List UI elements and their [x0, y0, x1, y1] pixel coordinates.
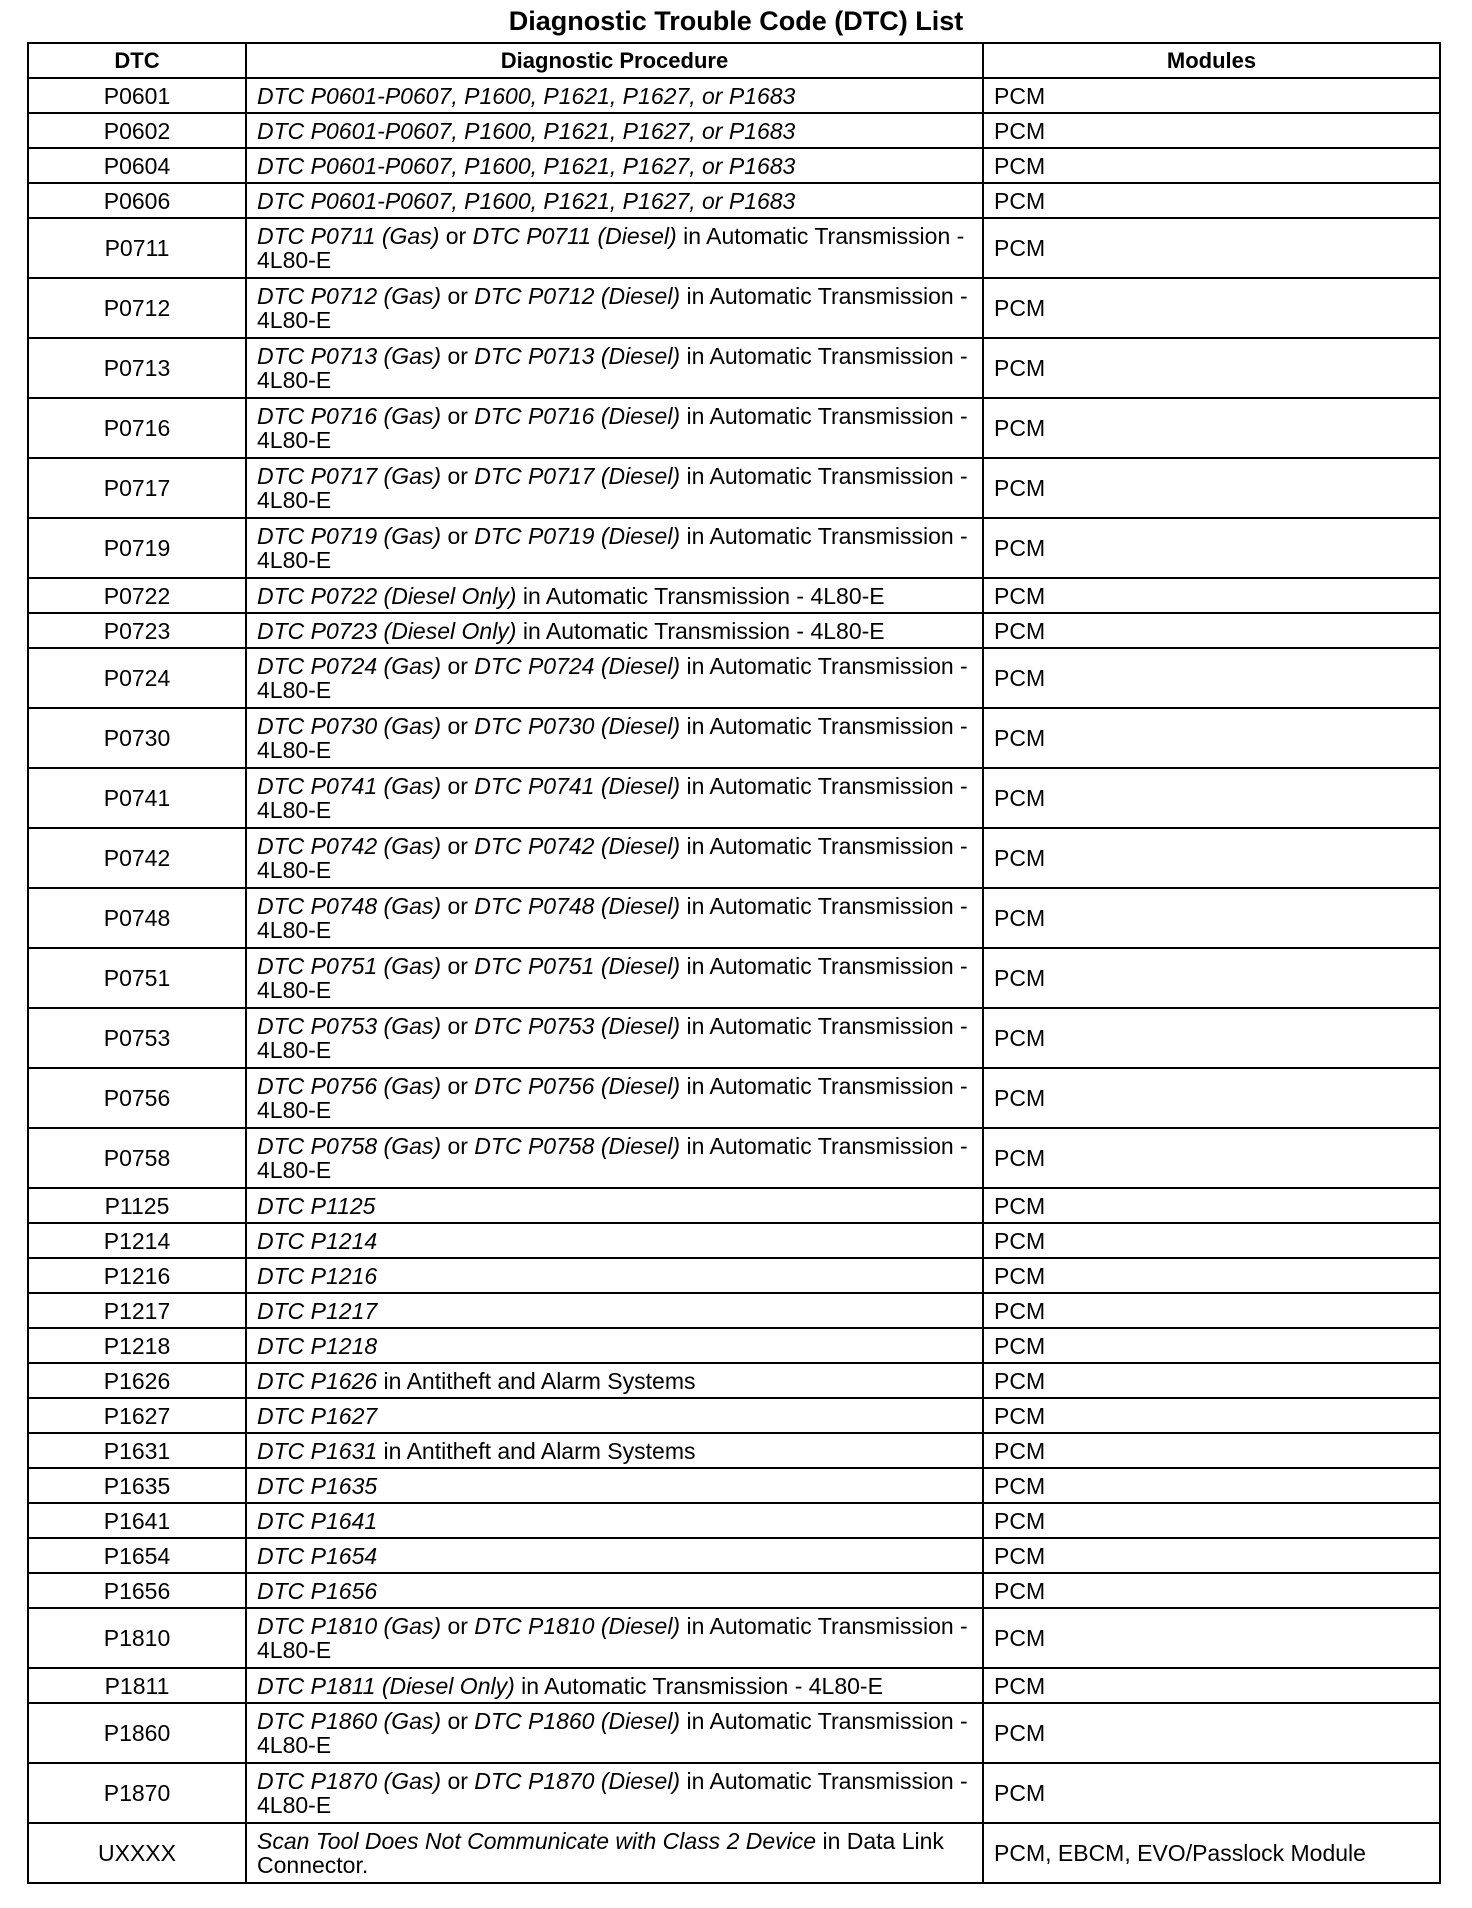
procedure-reference: DTC P1654 — [257, 1542, 378, 1569]
procedure-text: or — [441, 463, 475, 489]
procedure-cell — [246, 1398, 983, 1433]
table-row — [28, 578, 1440, 613]
procedure-text: in Automatic Transmission - 4L80-E — [257, 1708, 968, 1758]
dtc-code-cell: P1811 — [28, 1668, 246, 1703]
procedure-reference: DTC P0741 (Diesel) — [474, 773, 681, 799]
procedure-text: or — [441, 833, 475, 859]
procedure-reference: DTC P0601-P0607, P1600, P1621, P1627, or P1683 — [257, 152, 796, 179]
procedure-cell — [246, 518, 983, 578]
dtc-code-cell: P1810 — [28, 1608, 246, 1668]
procedure-cell — [246, 218, 983, 278]
dtc-code-cell: P0711 — [28, 218, 246, 278]
table-row — [28, 458, 1440, 518]
procedure-text: in Automatic Transmission - 4L80-E — [257, 1013, 968, 1063]
dtc-code-cell: P0604 — [28, 148, 246, 183]
table-row — [28, 1538, 1440, 1573]
procedure-cell — [246, 278, 983, 338]
module-cell: PCM — [983, 518, 1440, 578]
module-cell: PCM — [983, 1468, 1440, 1503]
module-cell: PCM — [983, 1328, 1440, 1363]
procedure-cell — [246, 1363, 983, 1398]
module-cell: PCM — [983, 1763, 1440, 1823]
module-cell: PCM — [983, 113, 1440, 148]
module-cell: PCM — [983, 458, 1440, 518]
table-row — [28, 1188, 1440, 1223]
procedure-text: in Automatic Transmission - 4L80-E — [257, 653, 968, 703]
procedure-reference: DTC P0753 (Diesel) — [474, 1013, 681, 1039]
module-cell: PCM — [983, 828, 1440, 888]
procedure-cell — [246, 578, 983, 613]
procedure-cell — [246, 148, 983, 183]
procedure-text: in Automatic Transmission - 4L80-E — [516, 582, 885, 609]
procedure-cell — [246, 828, 983, 888]
procedure-text: or — [439, 223, 473, 249]
procedure-text: in Automatic Transmission - 4L80-E — [257, 773, 968, 823]
module-cell: PCM — [983, 218, 1440, 278]
module-cell: PCM — [983, 1703, 1440, 1763]
procedure-reference: DTC P1125 — [257, 1192, 376, 1219]
procedure-text: or — [441, 653, 475, 679]
procedure-cell — [246, 1068, 983, 1128]
procedure-cell — [246, 1608, 983, 1668]
procedure-reference: DTC P0717 (Diesel) — [474, 463, 681, 489]
procedure-text: in Automatic Transmission - 4L80-E — [257, 893, 968, 943]
table-row — [28, 1363, 1440, 1398]
dtc-code-cell: P1214 — [28, 1223, 246, 1258]
table-row — [28, 1468, 1440, 1503]
table-row — [28, 768, 1440, 828]
table-row — [28, 1763, 1440, 1823]
procedure-cell — [246, 1328, 983, 1363]
procedure-reference: DTC P0756 (Gas) — [257, 1073, 442, 1099]
table-row — [28, 338, 1440, 398]
module-cell: PCM — [983, 78, 1440, 113]
procedure-cell — [246, 78, 983, 113]
procedure-cell — [246, 183, 983, 218]
procedure-cell — [246, 708, 983, 768]
procedure-text: or — [441, 1073, 475, 1099]
procedure-cell — [246, 1468, 983, 1503]
procedure-reference: DTC P0758 (Diesel) — [474, 1133, 681, 1159]
procedure-reference: DTC P1870 (Diesel) — [474, 1768, 681, 1794]
dtc-code-cell: P1218 — [28, 1328, 246, 1363]
dtc-code-cell: P1627 — [28, 1398, 246, 1433]
dtc-code-cell: P0741 — [28, 768, 246, 828]
dtc-code-cell: P0753 — [28, 1008, 246, 1068]
procedure-text: in Automatic Transmission - 4L80-E — [257, 223, 965, 273]
table-row — [28, 1068, 1440, 1128]
dtc-table-body — [28, 78, 1440, 1883]
dtc-code-cell: P0756 — [28, 1068, 246, 1128]
procedure-reference: DTC P0758 (Gas) — [257, 1133, 442, 1159]
procedure-reference: DTC P0741 (Gas) — [257, 773, 442, 799]
dtc-code-cell: P0713 — [28, 338, 246, 398]
procedure-reference: DTC P1216 — [257, 1262, 378, 1289]
procedure-cell — [246, 458, 983, 518]
procedure-reference: DTC P1810 (Diesel) — [474, 1613, 681, 1639]
procedure-text: in Automatic Transmission - 4L80-E — [257, 1133, 968, 1183]
module-cell: PCM — [983, 1223, 1440, 1258]
procedure-reference: DTC P1627 — [257, 1402, 378, 1429]
procedure-text: or — [441, 283, 475, 309]
procedure-reference: DTC P1641 — [257, 1507, 378, 1534]
module-cell: PCM — [983, 1128, 1440, 1188]
module-cell: PCM — [983, 1008, 1440, 1068]
dtc-code-cell: P1641 — [28, 1503, 246, 1538]
procedure-reference: DTC P0742 (Gas) — [257, 833, 442, 859]
procedure-text: in Automatic Transmission - 4L80-E — [257, 523, 968, 573]
table-row — [28, 113, 1440, 148]
table-row — [28, 1008, 1440, 1068]
module-cell: PCM — [983, 183, 1440, 218]
procedure-reference: DTC P0713 (Gas) — [257, 343, 442, 369]
procedure-text: in Automatic Transmission - 4L80-E — [257, 403, 968, 453]
procedure-text: or — [441, 1013, 475, 1039]
dtc-code-cell: P0751 — [28, 948, 246, 1008]
table-row — [28, 1328, 1440, 1363]
procedure-cell — [246, 1258, 983, 1293]
table-row — [28, 218, 1440, 278]
procedure-text: or — [441, 953, 475, 979]
procedure-cell — [246, 1763, 983, 1823]
procedure-cell — [246, 768, 983, 828]
table-row — [28, 1573, 1440, 1608]
procedure-cell — [246, 1503, 983, 1538]
procedure-text: in Antitheft and Alarm Systems — [377, 1437, 696, 1464]
header-procedure: Diagnostic Procedure — [246, 43, 983, 78]
module-cell: PCM — [983, 1188, 1440, 1223]
procedure-reference: DTC P1656 — [257, 1577, 378, 1604]
module-cell: PCM — [983, 1503, 1440, 1538]
table-row — [28, 1293, 1440, 1328]
procedure-reference: DTC P0748 (Diesel) — [474, 893, 681, 919]
procedure-cell — [246, 1823, 983, 1883]
module-cell: PCM — [983, 948, 1440, 1008]
table-row — [28, 148, 1440, 183]
module-cell: PCM — [983, 768, 1440, 828]
procedure-text: in Automatic Transmission - 4L80-E — [257, 283, 968, 333]
table-row — [28, 1433, 1440, 1468]
module-cell: PCM — [983, 648, 1440, 708]
procedure-reference: DTC P1631 — [257, 1437, 378, 1464]
procedure-reference: DTC P0756 (Diesel) — [474, 1073, 681, 1099]
module-cell: PCM — [983, 338, 1440, 398]
dtc-code-cell: P0730 — [28, 708, 246, 768]
table-row — [28, 648, 1440, 708]
procedure-reference: DTC P0601-P0607, P1600, P1621, P1627, or P1683 — [257, 117, 796, 144]
table-row — [28, 708, 1440, 768]
procedure-reference: DTC P0601-P0607, P1600, P1621, P1627, or P1683 — [257, 187, 796, 214]
dtc-code-cell: P1125 — [28, 1188, 246, 1223]
table-row — [28, 888, 1440, 948]
procedure-text: in Automatic Transmission - 4L80-E — [514, 1672, 883, 1699]
dtc-code-cell: P1631 — [28, 1433, 246, 1468]
procedure-reference: DTC P0601-P0607, P1600, P1621, P1627, or P1683 — [257, 82, 796, 109]
module-cell: PCM — [983, 1068, 1440, 1128]
procedure-cell — [246, 1188, 983, 1223]
procedure-reference: DTC P0730 (Gas) — [257, 713, 442, 739]
module-cell: PCM — [983, 1668, 1440, 1703]
procedure-text: in Automatic Transmission - 4L80-E — [257, 1613, 968, 1663]
procedure-reference: DTC P0751 (Diesel) — [474, 953, 681, 979]
dtc-table — [27, 42, 1441, 1884]
procedure-reference: DTC P0717 (Gas) — [257, 463, 442, 489]
dtc-code-cell: P0602 — [28, 113, 246, 148]
module-cell: PCM — [983, 278, 1440, 338]
table-row — [28, 1668, 1440, 1703]
procedure-reference: DTC P0753 (Gas) — [257, 1013, 442, 1039]
procedure-text: in Automatic Transmission - 4L80-E — [257, 1768, 968, 1818]
dtc-code-cell: P0723 — [28, 613, 246, 648]
table-row — [28, 1258, 1440, 1293]
procedure-text: in Automatic Transmission - 4L80-E — [257, 713, 968, 763]
module-cell: PCM — [983, 1608, 1440, 1668]
dtc-code-cell: P1654 — [28, 1538, 246, 1573]
dtc-code-cell: P1217 — [28, 1293, 246, 1328]
procedure-text: in Automatic Transmission - 4L80-E — [257, 833, 968, 883]
dtc-code-cell: P0719 — [28, 518, 246, 578]
table-row — [28, 1128, 1440, 1188]
procedure-text: or — [441, 403, 475, 429]
dtc-code-cell: P0712 — [28, 278, 246, 338]
procedure-cell — [246, 1538, 983, 1573]
procedure-reference: DTC P1217 — [257, 1297, 378, 1324]
module-cell: PCM, EBCM, EVO/Passlock Module — [983, 1823, 1440, 1883]
table-row — [28, 1823, 1440, 1883]
table-row — [28, 398, 1440, 458]
module-cell: PCM — [983, 888, 1440, 948]
procedure-reference: DTC P0722 (Diesel Only) — [257, 582, 517, 609]
dtc-code-cell: P1626 — [28, 1363, 246, 1398]
procedure-reference: DTC P0712 (Gas) — [257, 283, 442, 309]
dtc-code-cell: UXXXX — [28, 1823, 246, 1883]
procedure-cell — [246, 888, 983, 948]
table-row — [28, 828, 1440, 888]
header-modules: Modules — [983, 43, 1440, 78]
procedure-text: in Automatic Transmission - 4L80-E — [257, 343, 968, 393]
dtc-code-cell: P1635 — [28, 1468, 246, 1503]
table-row — [28, 1398, 1440, 1433]
procedure-reference: DTC P0724 (Gas) — [257, 653, 442, 679]
header-dtc: DTC — [28, 43, 246, 78]
procedure-reference: DTC P1626 — [257, 1367, 378, 1394]
module-cell: PCM — [983, 613, 1440, 648]
procedure-text: in Automatic Transmission - 4L80-E — [257, 463, 968, 513]
dtc-code-cell: P1860 — [28, 1703, 246, 1763]
procedure-reference: DTC P1218 — [257, 1332, 378, 1359]
procedure-text: in Data Link Connector. — [257, 1828, 944, 1878]
procedure-cell — [246, 1668, 983, 1703]
table-row — [28, 613, 1440, 648]
procedure-text: or — [441, 893, 475, 919]
table-row — [28, 948, 1440, 1008]
dtc-code-cell: P1870 — [28, 1763, 246, 1823]
table-row — [28, 1223, 1440, 1258]
procedure-reference: DTC P1214 — [257, 1227, 378, 1254]
procedure-text: in Automatic Transmission - 4L80-E — [516, 617, 885, 644]
procedure-reference: DTC P0719 (Diesel) — [474, 523, 681, 549]
dtc-code-cell: P0742 — [28, 828, 246, 888]
procedure-cell — [246, 338, 983, 398]
procedure-cell — [246, 1128, 983, 1188]
table-row — [28, 1703, 1440, 1763]
procedure-reference: DTC P1860 (Gas) — [257, 1708, 442, 1734]
procedure-reference: DTC P1811 (Diesel Only) — [257, 1672, 515, 1699]
table-header-row — [28, 43, 1440, 78]
procedure-text: or — [441, 523, 475, 549]
procedure-text: in Automatic Transmission - 4L80-E — [257, 1073, 968, 1123]
table-row — [28, 518, 1440, 578]
table-row — [28, 1608, 1440, 1668]
dtc-code-cell: P1656 — [28, 1573, 246, 1608]
module-cell: PCM — [983, 1398, 1440, 1433]
procedure-text: or — [441, 1613, 475, 1639]
procedure-cell — [246, 113, 983, 148]
procedure-reference: DTC P0742 (Diesel) — [474, 833, 681, 859]
procedure-reference: DTC P0724 (Diesel) — [474, 653, 681, 679]
procedure-reference: DTC P0711 (Diesel) — [472, 223, 677, 249]
procedure-text: or — [441, 1708, 475, 1734]
procedure-reference: DTC P0748 (Gas) — [257, 893, 442, 919]
table-row — [28, 278, 1440, 338]
procedure-cell — [246, 648, 983, 708]
procedure-cell — [246, 948, 983, 1008]
procedure-cell — [246, 1573, 983, 1608]
procedure-reference: Scan Tool Does Not Communicate with Class 2 Device — [257, 1828, 817, 1854]
dtc-code-cell: P0722 — [28, 578, 246, 613]
module-cell: PCM — [983, 1293, 1440, 1328]
dtc-code-cell: P1216 — [28, 1258, 246, 1293]
module-cell: PCM — [983, 708, 1440, 768]
procedure-cell — [246, 1293, 983, 1328]
dtc-code-cell: P0758 — [28, 1128, 246, 1188]
procedure-reference: DTC P0723 (Diesel Only) — [257, 617, 517, 644]
module-cell: PCM — [983, 1258, 1440, 1293]
dtc-code-cell: P0716 — [28, 398, 246, 458]
procedure-cell — [246, 613, 983, 648]
procedure-reference: DTC P0716 (Gas) — [257, 403, 442, 429]
procedure-text: or — [441, 773, 475, 799]
procedure-cell — [246, 1008, 983, 1068]
module-cell: PCM — [983, 1538, 1440, 1573]
module-cell: PCM — [983, 1573, 1440, 1608]
procedure-text: in Antitheft and Alarm Systems — [377, 1367, 696, 1394]
procedure-cell — [246, 1433, 983, 1468]
dtc-code-cell: P0748 — [28, 888, 246, 948]
table-row — [28, 1503, 1440, 1538]
procedure-reference: DTC P0716 (Diesel) — [474, 403, 681, 429]
procedure-reference: DTC P1810 (Gas) — [257, 1613, 442, 1639]
procedure-cell — [246, 1223, 983, 1258]
procedure-text: in Automatic Transmission - 4L80-E — [257, 953, 968, 1003]
procedure-reference: DTC P1635 — [257, 1472, 378, 1499]
procedure-reference: DTC P1860 (Diesel) — [474, 1708, 681, 1734]
procedure-text: or — [441, 1133, 475, 1159]
procedure-cell — [246, 398, 983, 458]
page-title: Diagnostic Trouble Code (DTC) List — [508, 6, 964, 36]
dtc-code-cell: P0717 — [28, 458, 246, 518]
procedure-reference: DTC P0719 (Gas) — [257, 523, 442, 549]
procedure-text: or — [441, 1768, 475, 1794]
module-cell: PCM — [983, 398, 1440, 458]
module-cell: PCM — [983, 148, 1440, 183]
procedure-reference: DTC P0730 (Diesel) — [474, 713, 681, 739]
procedure-text: or — [441, 343, 475, 369]
procedure-reference: DTC P0751 (Gas) — [257, 953, 442, 979]
dtc-code-cell: P0724 — [28, 648, 246, 708]
table-row — [28, 78, 1440, 113]
dtc-code-cell: P0601 — [28, 78, 246, 113]
procedure-reference: DTC P0713 (Diesel) — [474, 343, 681, 369]
table-row — [28, 183, 1440, 218]
module-cell: PCM — [983, 1433, 1440, 1468]
procedure-reference: DTC P0711 (Gas) — [257, 223, 440, 249]
module-cell: PCM — [983, 1363, 1440, 1398]
procedure-reference: DTC P1870 (Gas) — [257, 1768, 442, 1794]
module-cell: PCM — [983, 578, 1440, 613]
procedure-reference: DTC P0712 (Diesel) — [474, 283, 681, 309]
procedure-cell — [246, 1703, 983, 1763]
dtc-code-cell: P0606 — [28, 183, 246, 218]
procedure-text: or — [441, 713, 475, 739]
